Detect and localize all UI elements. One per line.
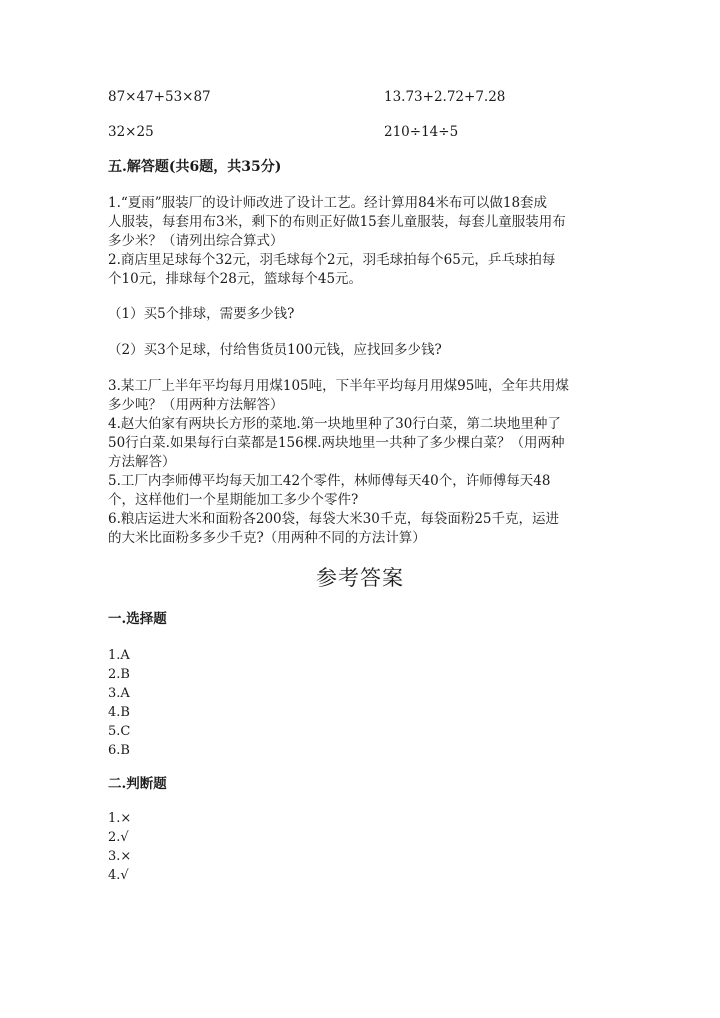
answer-item: 3.×: [108, 849, 132, 864]
question-line: 多少吨？（用两种方法解答）: [108, 397, 284, 413]
answer-item: 6.B: [108, 743, 130, 758]
question-line: （1）买5个排球，需要多少钱?: [108, 306, 295, 322]
question-line: 个，这样他们一个星期能加工多少个零件?: [108, 492, 359, 508]
question-line: 6.粮店运进大米和面粉各200袋，每袋大米30千克，每袋面粉25千克，运进: [108, 511, 560, 527]
answer-item: 4.B: [108, 705, 130, 720]
answer-section-heading-choice: 一.选择题: [108, 611, 167, 627]
question-line: （2）买3个足球，付给售货员100元钱，应找回多少钱?: [108, 342, 442, 358]
section-heading-word-problems: 五.解答题(共6题，共35分): [108, 159, 282, 175]
question-line: 50行白菜.如果每行白菜都是156棵.两块地里一共种了多少棵白菜？（用两种: [108, 435, 565, 451]
answer-item: 3.A: [108, 686, 130, 701]
question-line: 方法解答）: [108, 454, 176, 470]
answer-item: 5.C: [108, 724, 131, 739]
answer-list-judgement: [108, 809, 131, 885]
question-line: 多少米？（请列出综合算式）: [108, 233, 284, 249]
answer-item: 1.A: [108, 648, 130, 663]
answer-item: 2.√: [108, 830, 129, 845]
calculation-row: [108, 87, 628, 107]
calculation-expression: 32×25: [108, 124, 154, 140]
question-line: 4.赵大伯家有两块长方形的菜地.第一块地里种了30行白菜，第二块地里种了: [108, 416, 561, 432]
question-line: 1.“夏雨”服装厂的设计师改进了设计工艺。经计算用84米布可以做18套成: [108, 195, 548, 211]
calculation-expression: 210÷14÷5: [384, 124, 459, 140]
calculation-expression: 87×47+53×87: [108, 89, 211, 105]
question-line: 人服装，每套用布3米，剩下的布则正好做15套儿童服装，每套儿童服装用布: [108, 214, 566, 230]
calculation-row: [108, 122, 628, 142]
question-line: 个10元，排球每个28元，篮球每个45元。: [108, 271, 363, 287]
question-line: 3.某工厂上半年平均每月用煤105吨，下半年平均每月用煤95吨，全年共用煤: [108, 378, 569, 394]
calculation-expression: 13.73+2.72+7.28: [384, 89, 506, 105]
answer-key-title: 参考答案: [316, 566, 404, 590]
answer-item: 2.B: [108, 667, 130, 682]
question-2-sub-2: [108, 341, 613, 360]
answer-section-heading-judgement: 二.判断题: [108, 776, 167, 792]
questions-3-to-6: [108, 377, 613, 548]
answer-list-choice: [108, 646, 130, 760]
question-line: 的大米比面粉多多少千克?（用两种不同的方法计算）: [108, 530, 426, 546]
answer-item: 4.√: [108, 868, 129, 883]
answer-item: 1.×: [108, 811, 132, 826]
question-line: 5.工厂内李师傅平均每天加工42个零件，林师傅每天40个，许师傅每天48: [108, 473, 551, 489]
question-2: [108, 251, 613, 289]
question-1: [108, 194, 613, 251]
question-line: 2.商店里足球每个32元，羽毛球每个2元，羽毛球拍每个65元，乒乓球拍每: [108, 252, 556, 268]
question-2-sub-1: [108, 305, 613, 324]
